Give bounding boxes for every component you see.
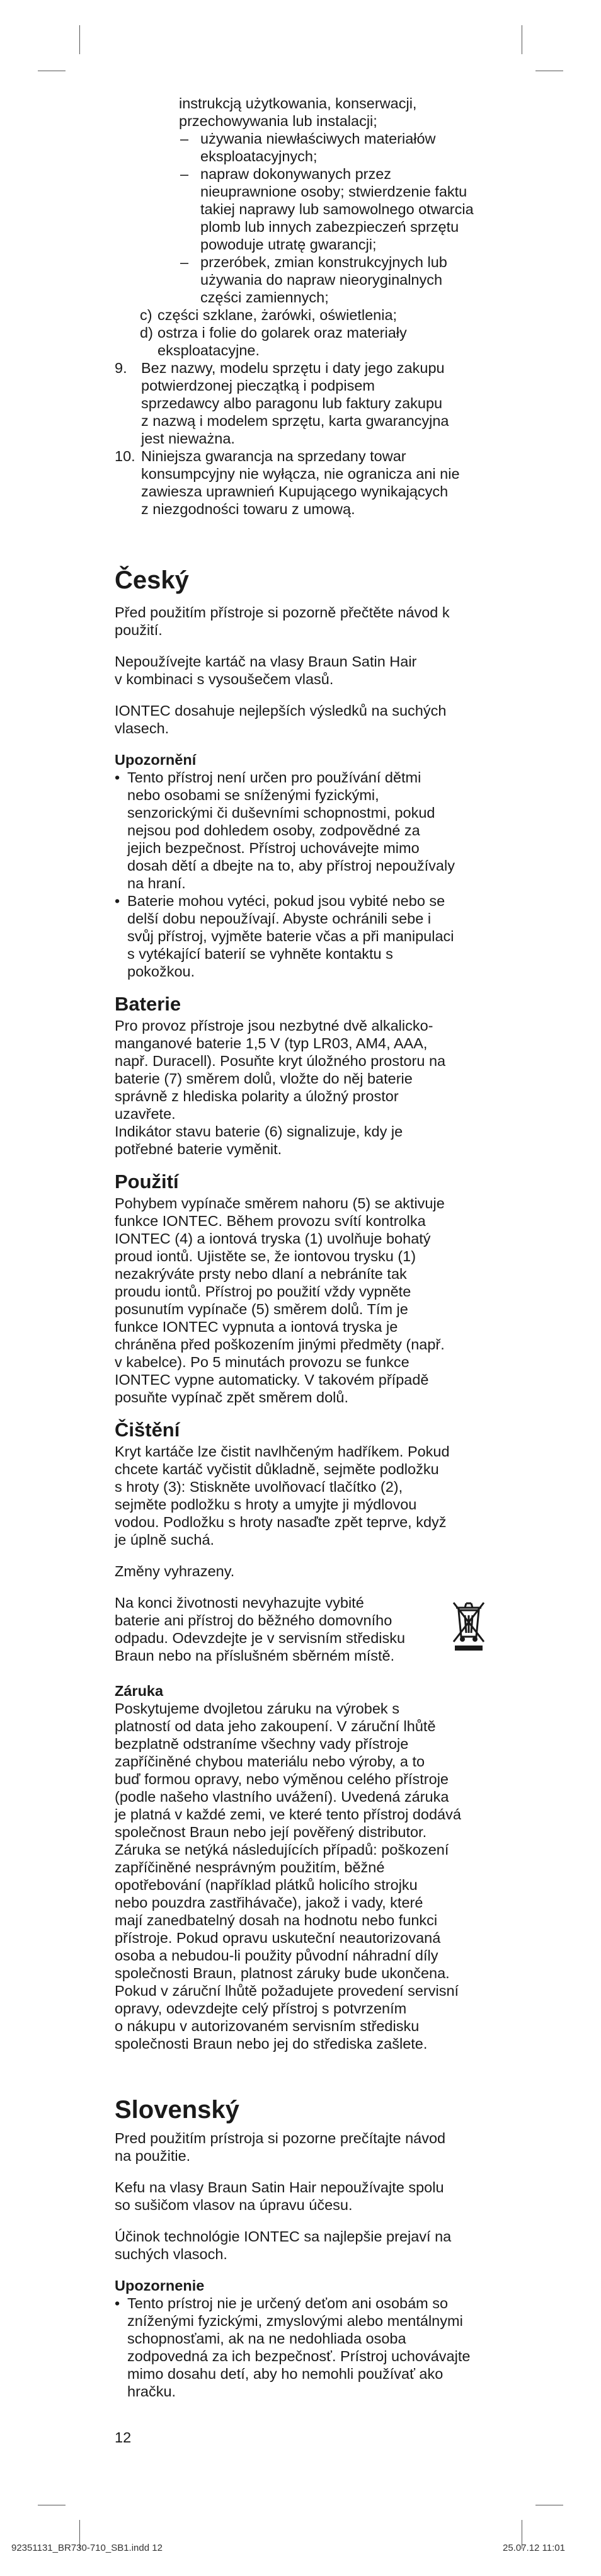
batteries-paragraph: Pro provoz přístroje jsou nezbytné dvě alkalicko- manganové baterie 1,5 V (typ LR03, AM4, AAA, např. Duracell). Posuňte kryt úložného prostoru na baterie (7) směrem dolů, vložte do něj baterie správně z hlediska polarity a úložný prostor uzavřete. Indikátor stavu baterie (6) signalizuje, kdy je potřebné baterie vyměnit. [115,1017,446,1157]
subject-to-change-note: Změny vyhrazeny. [115,1563,235,1579]
slovak-section-title: Slovenský [115,2096,239,2124]
slovak-warning-heading: Upozornenie [115,2277,205,2294]
numbered-item: 9. Bez nazwy, modelu sprzętu i daty jego zakupu potwierdzonej pieczątką i podpisem sprzedawcy albo paragonu lub faktury zakupu z nazwą i modelem sprzętu, karta gwarancyjna jest nieważna. [115,360,449,447]
crop-mark [79,25,80,54]
dash-item: – przeróbek, zmian konstrukcyjnych lub używania do napraw nieoryginalnych części zamiennych; [180,254,447,306]
print-footer-file: 92351131_BR730-710_SB1.indd 12 [11,2543,163,2553]
print-footer-timestamp: 25.07.12 11:01 [503,2543,565,2553]
page-number: 12 [115,2429,132,2446]
czech-intro-paragraph: Před použitím přístroje si pozorně přečtěte návod k použití. [115,604,450,638]
warranty-paragraph: Poskytujeme dvojletou záruku na výrobek s platností od data jeho zakoupení. V záruční lhůtě bezplatně odstraníme všechny vady přístroje zapříčiněné chybou materiálu nebo výroby, a to buď formou opravy, nebo výměnou celého přístroje (podle našeho vlastního uvážení). Uvedená záruka je platná v každé zemi, ve které tento přístroj dodává společnost Braun nebo její pověřený distributor. Záruka se netýká následujících případů: poškození zapříčiněné nesprávným použitím, běžné opotřebování (například plátků holicího strojku nebo pouzdra zastřihávače), jakož i vady, které mají zanedbatelný dosah na hodnotu nebo funkci přístroje. Pokud opravu uskuteční neautorizovaná osoba a nebudou-li použity původní náhradní díly společnosti Braun, platnost záruky bude ukončena. Pokud v záruční lhůtě požadujete provedení servisní opravy, odevzdejte celý přístroj s potvrzením o nákupu v autorizovaném servisním středisku společnosti Braun nebo jej do střediska zašlete. [115,1700,461,2052]
use-paragraph: Pohybem vypínače směrem nahoru (5) se aktivuje funkce IONTEC. Během provozu svítí kontrolka IONTEC (4) a iontová tryska (1) uvolňuje bohatý proud iontů. Ujistěte se, že iontovou trysku (1) nezakrýváte prsty nebo dlaní a nebráníte tak proudu iontů. Přístroj po použití vždy vypněte posunutím vypínače (5) směrem dolů. Tím je funkce IONTEC vypnuta a iontová tryska je chráněna před poškozením jinými předměty (např. v kabelce). Po 5 minutách provozu se funkce IONTEC vypne automaticky. V takovém případě posuňte vypínač zpět směrem dolů. [115,1195,445,1405]
warning-bullet: • Tento prístroj nie je určený deťom ani osobám so zníženými fyzickými, zmyslovými alebo mentálnymi schopnosťami, ak na ne nedohliada osoba zodpovedná za ich bezpečnosť. Prístroj uchovávajte mimo dosahu detí, aby ho nemohli používať ako hračku. [115,2295,471,2400]
czech-intro-paragraph: IONTEC dosahuje nejlepších výsledků na suchých vlasech. [115,702,447,736]
czech-intro-paragraph: Nepoužívejte kartáč na vlasy Braun Satin Hair v kombinaci s vysoušečem vlasů. [115,653,417,687]
slovak-intro-paragraph: Pred použitím prístroja si pozorne prečítajte návod na použitie. [115,2130,446,2164]
warning-bullet: • Baterie mohou vytéci, pokud jsou vybité nebo se delší dobu nepoužívají. Abyste ochránili sebe i svůj přístroj, vyjměte baterie včas a při manipulaci s vytékající baterií se vyhněte kontaktu s pokožkou. [115,893,454,980]
cleaning-paragraph: Kryt kartáče lze čistit navlhčeným hadříkem. Pokud chcete kartáč vyčistit důkladně, sejměte podložku s hroty (3): Stiskněte uvolňovací tlačítko (2), sejměte podložku s hroty a umyjte ji mýdlovou vodou. Podložku s hroty nasaďte zpět teprve, když je úplně suchá. [115,1443,450,1548]
warning-bullet: • Tento přístroj není určen pro používání dětmi nebo osobami se sníženými fyzickými, senzorickými či duševními schopnostmi, pokud nejsou pod dohledem osoby, zodpovědné za jejich bezpečnost. Přístroj uchovávejte mimo dosah dětí a dbejte na to, aby přístroj nepoužívaly na hraní. [115,769,455,891]
use-heading: Použití [115,1171,179,1193]
polish-intro-continuation: instrukcją użytkowania, konserwacji, przechowywania lub instalacji; [179,95,417,129]
disposal-paragraph: Na konci životnosti nevyhazujte vybité baterie ani přístroj do běžného domovního odpadu. Odevzdejte je v servisním středisku Braun nebo na příslušném sběrném místě. [115,1594,406,1664]
warranty-heading: Záruka [115,1683,164,1699]
batteries-heading: Baterie [115,993,181,1015]
dash-item: – napraw dokonywanych przez nieuprawnione osoby; stwierdzenie faktu takiej naprawy lub samowolnego otwarcia plomb lub innych zabezpieczeń sprzętu powoduje utratę gwarancji; [180,166,474,253]
dash-item: – używania niewłaściwych materiałów eksploatacyjnych; [180,130,436,164]
letter-item: c) części szklane, żarówki, oświetlenia; [140,307,398,323]
disposal-block [115,1594,493,1664]
page-content [115,94,493,2400]
czech-section-title: Český [115,566,189,594]
cleaning-heading: Čištění [115,1419,180,1441]
slovak-intro-paragraph: Kefu na vlasy Braun Satin Hair nepoužívajte spolu so sušičom vlasov na úpravu účesu. [115,2179,444,2213]
crossed-out-wheelie-bin-icon [450,1598,488,1653]
letter-item: d) ostrza i folie do golarek oraz materiały eksploatacyjne. [140,324,407,358]
czech-warning-heading: Upozornění [115,752,197,768]
slovak-intro-paragraph: Účinok technológie IONTEC sa najlepšie prejaví na suchých vlasoch. [115,2228,452,2262]
numbered-item: 10. Niniejsza gwarancja na sprzedany towar konsumpcyjny nie wyłącza, nie ogranicza ani nie zawiesza uprawnień Kupującego wynikających z niezgodności towaru z umową. [115,448,460,517]
